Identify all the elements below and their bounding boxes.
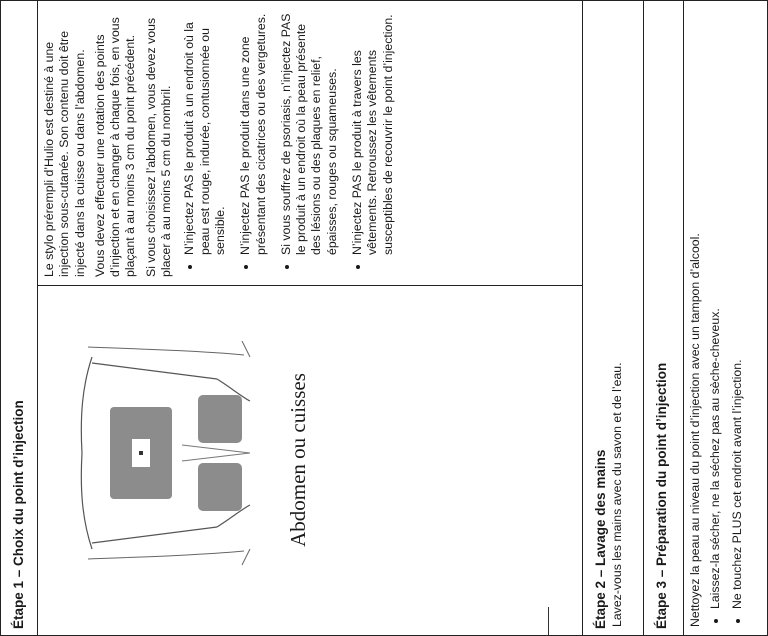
warning-item: • N’injectez PAS le produit dans une zone présentant des cicatrices ou des vergetures. xyxy=(238,9,269,255)
step3-title: Étape 3 – Préparation du point d’injection xyxy=(654,362,669,629)
instruction-paragraph: Vous devez effectuer une rotation des points d’injection et en changer à chaque fois, en vous plaçant à au moins 3 cm du point précédent. xyxy=(92,17,138,277)
figure-caption: Abdomen ou cuisses xyxy=(286,373,310,547)
step3-text: Nettoyez la peau au niveau du point d’injection avec un tampon d’alcool. xyxy=(683,1,702,635)
warning-list xyxy=(182,9,396,277)
injection-site-instructions xyxy=(38,1,582,285)
step3-row xyxy=(643,1,768,635)
instruction-paragraph: Le stylo prérempli d’Hulio est destiné à une injection sous-cutanée. Son contenu doit être injecté dans la cuisse ou dans l’abdomen. xyxy=(42,30,87,277)
left-thigh-injection-zone xyxy=(198,463,242,511)
injection-sites-figure-cell xyxy=(38,285,582,635)
instruction-paragraph: Si vous choisissez l’abdomen, vous devez vous placer à au moins 5 cm du nombril. xyxy=(143,17,174,277)
warning-item: • N’injectez PAS le produit à un endroit où la peau est rouge, indurée, contusionnée ou sensible. xyxy=(182,9,228,255)
step3-bullet: • Ne touchez PLUS cet endroit avant l’injection. xyxy=(728,1,746,609)
step1-header-row xyxy=(1,1,37,635)
step2-text: Lavez-vous les mains avec du savon et de l’eau. xyxy=(610,362,624,627)
warning-item: • Si vous souffrez de psoriasis, n’injectez PAS le produit à un endroit où la peau présente des lésions ou des plaques en relief, épaisses, rouges ou squameuses. xyxy=(279,9,340,255)
step2-title: Étape 2 – Lavage des mains xyxy=(593,449,608,629)
step1-content-row xyxy=(37,1,582,635)
step1-title: Étape 1 – Choix du point d’injection xyxy=(11,400,26,629)
body-injection-sites-illustration xyxy=(52,327,252,579)
warning-item: • N’injectez PAS le produit à travers les vêtements. Retroussez les vêtements susceptibles de recouvrir le point d’injection. xyxy=(350,9,396,255)
caption-underline xyxy=(548,607,549,635)
step2-row xyxy=(582,1,643,635)
step3-bullet-list xyxy=(706,1,746,635)
right-thigh-injection-zone xyxy=(198,395,242,443)
step3-bullet: • Laissez-la sécher, ne la séchez pas au sèche-cheveux. xyxy=(706,1,724,609)
